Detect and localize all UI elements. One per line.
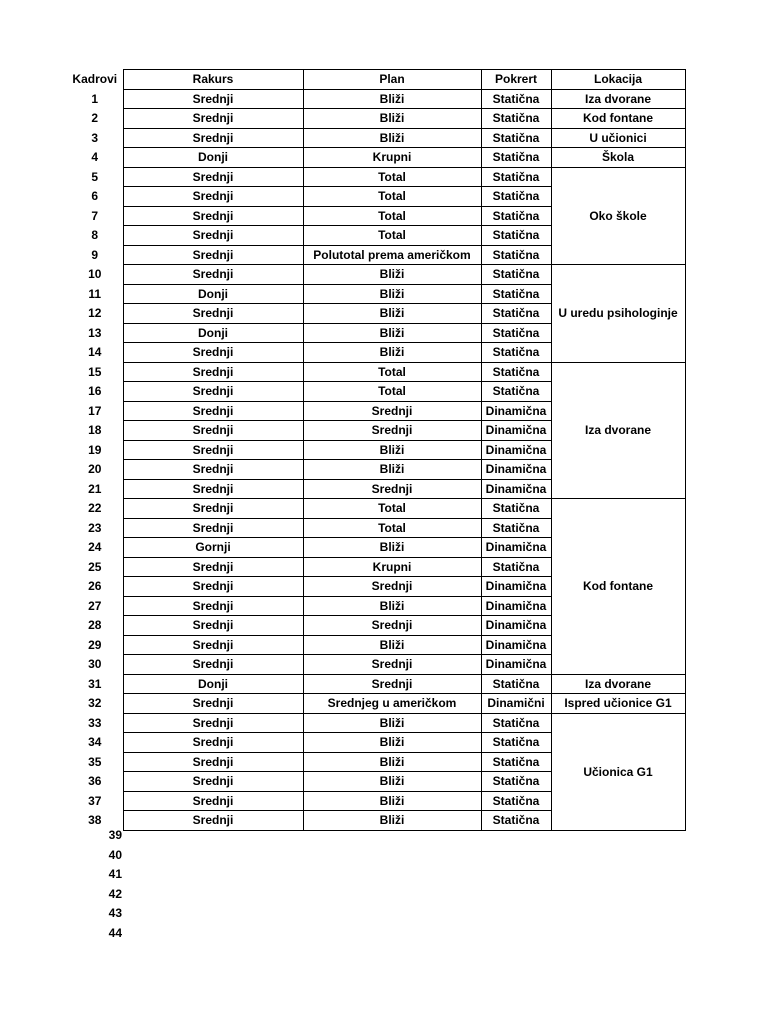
row-number: 24 xyxy=(88,540,102,555)
row-number: 8 xyxy=(91,228,99,243)
rakurs-cell: Srednji xyxy=(123,343,303,363)
plan-cell: Bliži xyxy=(303,635,481,655)
plan-cell: Srednji xyxy=(303,655,481,675)
pokret-cell: Statična xyxy=(481,167,551,187)
pokret-cell: Statična xyxy=(481,362,551,382)
pokret-cell: Statična xyxy=(481,382,551,402)
plan-cell: Bliži xyxy=(303,460,481,480)
lokacija-cell: Kod fontane xyxy=(551,499,685,675)
plan-cell: Total xyxy=(303,187,481,207)
header-kadrovi: Kadrovi xyxy=(72,72,118,87)
rakurs-cell: Srednji xyxy=(123,89,303,109)
extra-row-number: 40 xyxy=(108,847,122,862)
plan-cell: Total xyxy=(303,518,481,538)
row-number: 14 xyxy=(88,345,102,360)
row-number: 33 xyxy=(88,715,102,730)
plan-cell: Srednji xyxy=(303,674,481,694)
row-number: 13 xyxy=(88,325,102,340)
header-row xyxy=(67,70,685,90)
plan-cell: Bliži xyxy=(303,343,481,363)
pokret-cell: Dinamična xyxy=(481,460,551,480)
rakurs-cell: Srednji xyxy=(123,265,303,285)
rakurs-cell: Srednji xyxy=(123,479,303,499)
lokacija-cell: U uredu psihologinje xyxy=(551,265,685,363)
row-number: 26 xyxy=(88,579,102,594)
lokacija-cell: Oko škole xyxy=(551,167,685,265)
plan-cell: Srednji xyxy=(303,401,481,421)
rakurs-cell: Srednji xyxy=(123,382,303,402)
row-number: 36 xyxy=(88,774,102,789)
shot-list-table xyxy=(67,69,686,831)
table-row xyxy=(67,694,685,714)
row-number: 15 xyxy=(88,364,102,379)
rakurs-cell: Srednji xyxy=(123,421,303,441)
rakurs-cell: Srednji xyxy=(123,616,303,636)
plan-cell: Bliži xyxy=(303,284,481,304)
rakurs-cell: Srednji xyxy=(123,596,303,616)
lokacija-cell: Iza dvorane xyxy=(551,89,685,109)
table-row xyxy=(67,167,685,187)
lokacija-cell: Ispred učionice G1 xyxy=(551,694,685,714)
extra-row-number: 42 xyxy=(108,886,122,901)
plan-cell: Srednjeg u američkom xyxy=(303,694,481,714)
extra-row-number: 44 xyxy=(108,925,122,940)
rakurs-cell: Srednji xyxy=(123,206,303,226)
rakurs-cell: Srednji xyxy=(123,304,303,324)
pokret-cell: Dinamični xyxy=(481,694,551,714)
rakurs-cell: Srednji xyxy=(123,635,303,655)
rakurs-cell: Srednji xyxy=(123,167,303,187)
row-number: 10 xyxy=(88,267,102,282)
rakurs-cell: Srednji xyxy=(123,577,303,597)
plan-cell: Total xyxy=(303,499,481,519)
rakurs-cell: Donji xyxy=(123,284,303,304)
rakurs-cell: Donji xyxy=(123,674,303,694)
row-number: 19 xyxy=(88,442,102,457)
pokret-cell: Statična xyxy=(481,752,551,772)
pokret-cell: Dinamična xyxy=(481,596,551,616)
pokret-cell: Statična xyxy=(481,284,551,304)
pokret-cell: Statična xyxy=(481,206,551,226)
table-row xyxy=(67,499,685,519)
row-number: 1 xyxy=(91,91,99,106)
plan-cell: Bliži xyxy=(303,752,481,772)
row-number: 6 xyxy=(91,189,99,204)
row-number: 27 xyxy=(88,598,102,613)
pokret-cell: Dinamična xyxy=(481,401,551,421)
plan-cell: Bliži xyxy=(303,89,481,109)
pokret-cell: Dinamična xyxy=(481,577,551,597)
extra-row-number: 41 xyxy=(108,867,122,881)
pokret-cell: Statična xyxy=(481,148,551,168)
pokret-cell: Statična xyxy=(481,557,551,577)
pokret-cell: Statična xyxy=(481,518,551,538)
plan-cell: Bliži xyxy=(303,713,481,733)
pokret-cell: Statična xyxy=(481,226,551,246)
pokret-cell: Statična xyxy=(481,343,551,363)
pokret-cell: Dinamična xyxy=(481,421,551,441)
rakurs-cell: Srednji xyxy=(123,226,303,246)
rakurs-cell: Srednji xyxy=(123,401,303,421)
rakurs-cell: Gornji xyxy=(123,538,303,558)
row-number: 37 xyxy=(88,793,102,808)
row-number: 21 xyxy=(88,481,102,496)
plan-cell: Krupni xyxy=(303,557,481,577)
lokacija-cell: U učionici xyxy=(551,128,685,148)
row-number: 2 xyxy=(91,111,99,126)
pokret-cell: Statična xyxy=(481,89,551,109)
plan-cell: Srednji xyxy=(303,479,481,499)
header-pokret: Pokrert xyxy=(481,70,551,90)
pokret-cell: Dinamična xyxy=(481,616,551,636)
rakurs-cell: Srednji xyxy=(123,109,303,129)
rakurs-cell: Srednji xyxy=(123,713,303,733)
row-number: 38 xyxy=(88,813,102,828)
rakurs-cell: Srednji xyxy=(123,362,303,382)
pokret-cell: Dinamična xyxy=(481,440,551,460)
row-number: 30 xyxy=(88,657,102,672)
rakurs-cell: Srednji xyxy=(123,128,303,148)
rakurs-cell: Srednji xyxy=(123,245,303,265)
pokret-cell: Dinamična xyxy=(481,479,551,499)
plan-cell: Bliži xyxy=(303,128,481,148)
table-row xyxy=(67,148,685,168)
plan-cell: Srednji xyxy=(303,616,481,636)
pokret-cell: Statična xyxy=(481,128,551,148)
pokret-cell: Statična xyxy=(481,323,551,343)
rakurs-cell: Srednji xyxy=(123,772,303,792)
lokacija-cell: Iza dvorane xyxy=(551,362,685,499)
pokret-cell: Dinamična xyxy=(481,655,551,675)
rakurs-cell: Srednji xyxy=(123,733,303,753)
pokret-cell: Statična xyxy=(481,304,551,324)
rakurs-cell: Srednji xyxy=(123,557,303,577)
plan-cell: Bliži xyxy=(303,440,481,460)
row-number: 5 xyxy=(91,169,99,184)
row-number: 29 xyxy=(88,637,102,652)
plan-cell: Bliži xyxy=(303,811,481,831)
lokacija-cell: Učionica G1 xyxy=(551,713,685,830)
row-number: 31 xyxy=(88,676,102,691)
rakurs-cell: Srednji xyxy=(123,752,303,772)
pokret-cell: Statična xyxy=(481,674,551,694)
row-number: 18 xyxy=(88,423,102,438)
plan-cell: Total xyxy=(303,167,481,187)
row-number: 9 xyxy=(91,247,99,262)
plan-cell: Bliži xyxy=(303,109,481,129)
plan-cell: Krupni xyxy=(303,148,481,168)
lokacija-cell: Škola xyxy=(551,148,685,168)
pokret-cell: Statična xyxy=(481,713,551,733)
header-lokacija: Lokacija xyxy=(551,70,685,90)
row-number: 12 xyxy=(88,306,102,321)
pokret-cell: Statična xyxy=(481,265,551,285)
row-number: 32 xyxy=(88,696,102,711)
pokret-cell: Statična xyxy=(481,187,551,207)
pokret-cell: Statična xyxy=(481,791,551,811)
pokret-cell: Statična xyxy=(481,772,551,792)
row-number: 23 xyxy=(88,520,102,535)
rakurs-cell: Srednji xyxy=(123,791,303,811)
row-number: 25 xyxy=(88,559,102,574)
plan-cell: Bliži xyxy=(303,772,481,792)
rakurs-cell: Srednji xyxy=(123,460,303,480)
pokret-cell: Dinamična xyxy=(481,538,551,558)
plan-cell: Bliži xyxy=(303,596,481,616)
plan-cell: Polutotal prema američkom xyxy=(303,245,481,265)
plan-cell: Bliži xyxy=(303,323,481,343)
plan-cell: Bliži xyxy=(303,733,481,753)
row-number: 22 xyxy=(88,501,102,516)
plan-cell: Bliži xyxy=(303,265,481,285)
lokacija-cell: Kod fontane xyxy=(551,109,685,129)
plan-cell: Bliži xyxy=(303,791,481,811)
table-row xyxy=(67,674,685,694)
plan-cell: Bliži xyxy=(303,538,481,558)
header-plan: Plan xyxy=(303,70,481,90)
lokacija-cell: Iza dvorane xyxy=(551,674,685,694)
row-number: 35 xyxy=(88,754,102,769)
plan-cell: Srednji xyxy=(303,421,481,441)
plan-cell: Bliži xyxy=(303,304,481,324)
rakurs-cell: Donji xyxy=(123,323,303,343)
rakurs-cell: Srednji xyxy=(123,694,303,714)
pokret-cell: Statična xyxy=(481,733,551,753)
row-number: 4 xyxy=(91,150,99,165)
row-number: 11 xyxy=(88,286,102,301)
table-row xyxy=(67,362,685,382)
rakurs-cell: Srednji xyxy=(123,499,303,519)
table-row xyxy=(67,128,685,148)
pokret-cell: Statična xyxy=(481,245,551,265)
table-row xyxy=(67,265,685,285)
plan-cell: Srednji xyxy=(303,577,481,597)
rakurs-cell: Srednji xyxy=(123,440,303,460)
row-number: 34 xyxy=(88,735,102,750)
pokret-cell: Statična xyxy=(481,499,551,519)
table-row xyxy=(67,89,685,109)
row-number: 28 xyxy=(88,618,102,633)
plan-cell: Total xyxy=(303,382,481,402)
pokret-cell: Dinamična xyxy=(481,635,551,655)
plan-cell: Total xyxy=(303,226,481,246)
row-number: 20 xyxy=(88,462,102,477)
table-row xyxy=(67,713,685,733)
rakurs-cell: Srednji xyxy=(123,811,303,831)
rakurs-cell: Srednji xyxy=(123,518,303,538)
row-number: 7 xyxy=(91,208,99,223)
extra-row-number: 43 xyxy=(108,906,122,920)
row-number: 16 xyxy=(88,384,102,399)
rakurs-cell: Srednji xyxy=(123,187,303,207)
header-rakurs: Rakurs xyxy=(123,70,303,90)
plan-cell: Total xyxy=(303,206,481,226)
extra-row-number: 39 xyxy=(108,828,122,842)
rakurs-cell: Donji xyxy=(123,148,303,168)
pokret-cell: Statična xyxy=(481,109,551,129)
pokret-cell: Statična xyxy=(481,811,551,831)
row-number: 3 xyxy=(91,130,99,145)
plan-cell: Total xyxy=(303,362,481,382)
table-row xyxy=(67,109,685,129)
row-number: 17 xyxy=(88,403,102,418)
rakurs-cell: Srednji xyxy=(123,655,303,675)
